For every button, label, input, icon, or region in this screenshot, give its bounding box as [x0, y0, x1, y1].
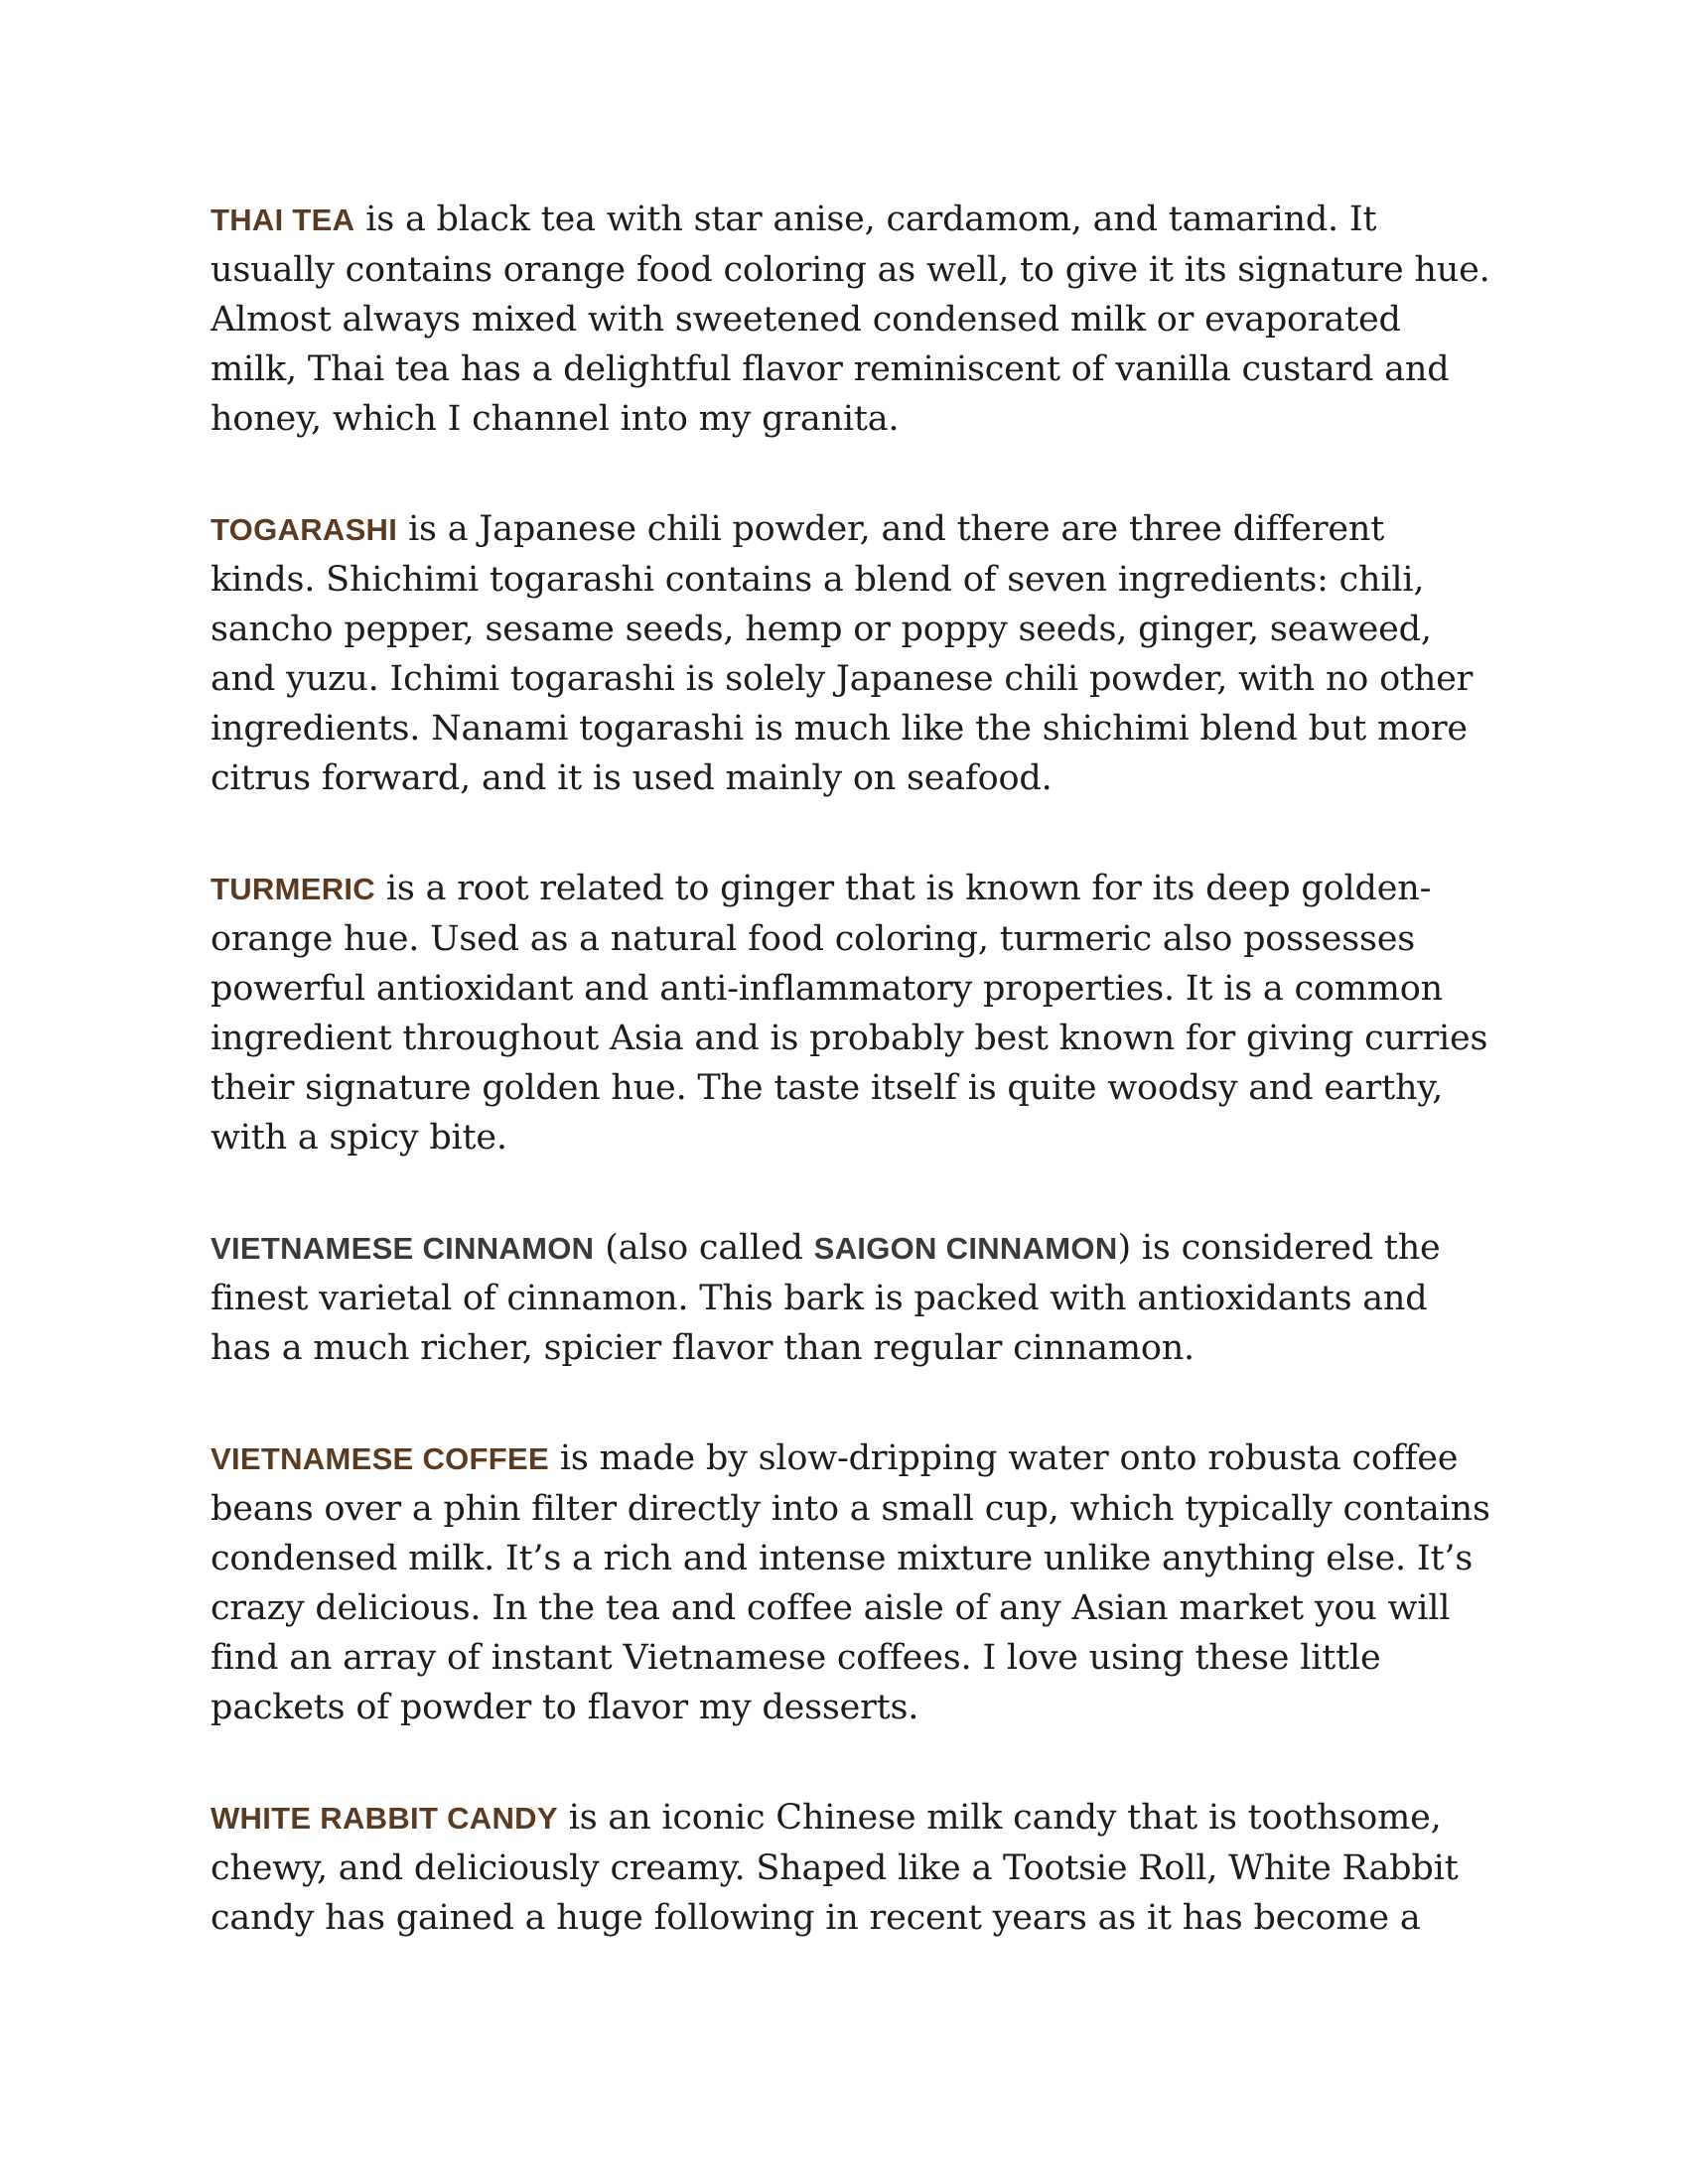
- entry-term: VIETNAMESE CINNAMON: [211, 1231, 595, 1266]
- glossary-entry-turmeric: [211, 864, 1491, 1162]
- entry-text: ) is considered the finest varietal of cinnamon. This bark is packed with antioxidants and has a much richer, spicier flavor than regular cinnamon.: [211, 1228, 1441, 1368]
- entry-term: THAI TEA: [211, 203, 355, 237]
- entry-term: VIETNAMESE COFFEE: [211, 1441, 549, 1476]
- entry-text: is an iconic Chinese milk candy that is toothsome, chewy, and deliciously creamy. Shaped like a Tootsie Roll, White Rabbit candy has gained a huge following in recent years as it has become a: [211, 1798, 1459, 1938]
- glossary-entry-togarashi: [211, 504, 1491, 803]
- entry-term: TURMERIC: [211, 872, 375, 906]
- entry-mid-text: (also called: [594, 1228, 814, 1268]
- entry-alt-term: SAIGON CINNAMON: [813, 1231, 1118, 1266]
- entry-text: is a black tea with star anise, cardamom, and tamarind. It usually contains orange food coloring as well, to give it its signature hue. Almost always mixed with sweetened condensed milk or evaporated milk, Thai tea has a delightful flavor reminiscent of vanilla custard and honey, which I channel into my granita.: [211, 200, 1490, 439]
- glossary-entry-thai-tea: [211, 195, 1491, 444]
- entry-text: is a root related to ginger that is known for its deep golden-orange hue. Used as a natural food coloring, turmeric also possesses powerful antioxidant and anti-inflammatory properties. It is a common ingredient throughout Asia and is probably best known for giving curries their signature golden hue. The taste itself is quite woodsy and earthy, with a spicy bite.: [211, 869, 1488, 1158]
- entry-text: is a Japanese chili powder, and there are three different kinds. Shichimi togarashi contains a blend of seven ingredients: chili, sancho pepper, sesame seeds, hemp or poppy seeds, ginger, seaweed, and yuzu. Ichimi togarashi is solely Japanese chili powder, with no other ingredients. Nanami togarashi is much like the shichimi blend but more citrus forward, and it is used mainly on seafood.: [211, 509, 1474, 798]
- entry-text: is made by slow-dripping water onto robusta coffee beans over a phin filter directly into a small cup, which typically contains condensed milk. It’s a rich and intense mixture unlike anything else. It’s crazy delicious. In the tea and coffee aisle of any Asian market you will find an array of instant Vietnamese coffees. I love using these little packets of powder to flavor my desserts.: [211, 1438, 1490, 1727]
- glossary-page: [211, 195, 1491, 2003]
- glossary-entry-white-rabbit-candy: [211, 1793, 1491, 1943]
- glossary-entry-vietnamese-coffee: [211, 1433, 1491, 1732]
- entry-term: TOGARASHI: [211, 512, 398, 547]
- entry-term: WHITE RABBIT CANDY: [211, 1801, 558, 1836]
- glossary-entry-vietnamese-cinnamon: [211, 1223, 1491, 1373]
